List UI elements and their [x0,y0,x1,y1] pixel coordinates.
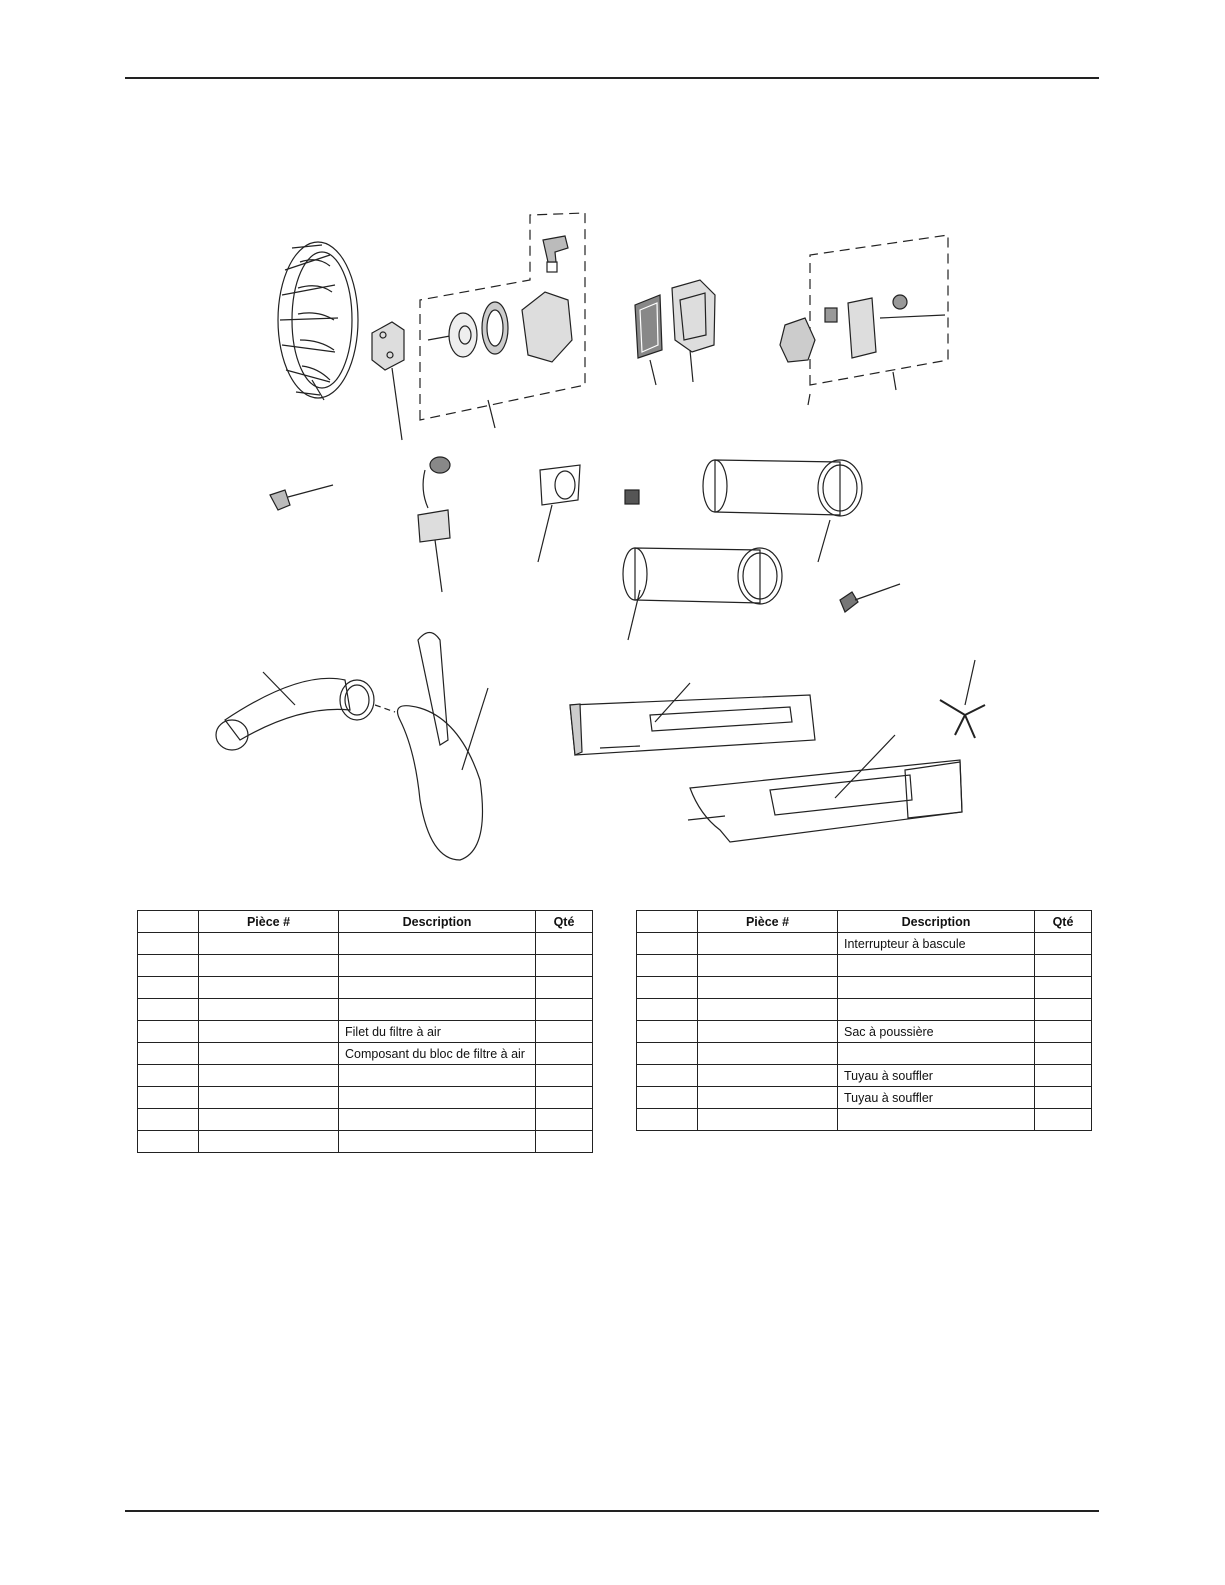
description-cell: Composant du bloc de filtre à air [339,1043,536,1065]
table-row [637,999,1092,1021]
table-row [138,955,593,977]
description-cell [838,955,1035,977]
parts-table-left [137,910,593,1153]
flex-hose-part [216,672,395,750]
table-row [637,1043,1092,1065]
nozzle-part [688,735,962,842]
table-row [637,1109,1092,1131]
table-row [138,1021,593,1043]
impeller-bracket-part [940,660,985,738]
blower-tube-lower [623,548,782,640]
description-cell: Sac à poussière [838,1021,1035,1043]
table-row [637,1021,1092,1043]
bottom-rule [125,1510,1099,1512]
col-quantity-header: Qté [1035,911,1092,933]
description-cell [838,977,1035,999]
col-ref-header [637,911,698,933]
description-cell [339,977,536,999]
description-cell [838,1043,1035,1065]
col-part-number-header: Pièce # [199,911,339,933]
air-filter-parts [635,280,715,385]
table-row [138,1043,593,1065]
description-cell [838,1109,1035,1131]
parts-table-right [636,910,1092,1131]
rocker-switch-part [625,490,639,504]
table-row [637,977,1092,999]
col-part-number-header: Pièce # [698,911,838,933]
muffler-bracket-part [538,465,580,562]
col-description-header: Description [838,911,1035,933]
description-cell: Interrupteur à bascule [838,933,1035,955]
table-row [138,1087,593,1109]
table-header-row [138,911,593,933]
description-cell: Tuyau à souffler [838,1087,1035,1109]
recoil-starter-assembly [420,213,585,428]
col-quantity-header: Qté [536,911,593,933]
blower-tube-upper [703,460,862,562]
spark-plug-part [840,584,900,612]
spark-plug-cap-part [270,485,333,510]
description-cell: Filet du filtre à air [339,1021,536,1043]
table-row [138,1109,593,1131]
description-cell [339,1131,536,1153]
table-header-row [637,911,1092,933]
carburetor-assembly [780,235,948,405]
table-row [637,1065,1092,1087]
table-row [637,955,1092,977]
table-row [637,933,1092,955]
ignition-coil-part [418,457,450,592]
description-cell [339,999,536,1021]
table-row [138,933,593,955]
description-cell [339,1087,536,1109]
long-blower-tube [570,683,815,755]
description-cell: Tuyau à souffler [838,1065,1035,1087]
description-cell [339,1065,536,1087]
description-cell [339,1109,536,1131]
table-row [138,999,593,1021]
table-row [138,977,593,999]
flywheel-part [278,242,358,400]
description-cell [339,933,536,955]
col-description-header: Description [339,911,536,933]
table-row [138,1065,593,1087]
description-cell [838,999,1035,1021]
col-ref-header [138,911,199,933]
table-row [138,1131,593,1153]
description-cell [339,955,536,977]
dust-bag-part [398,633,489,861]
mounting-block-part [372,322,404,440]
table-row [637,1087,1092,1109]
